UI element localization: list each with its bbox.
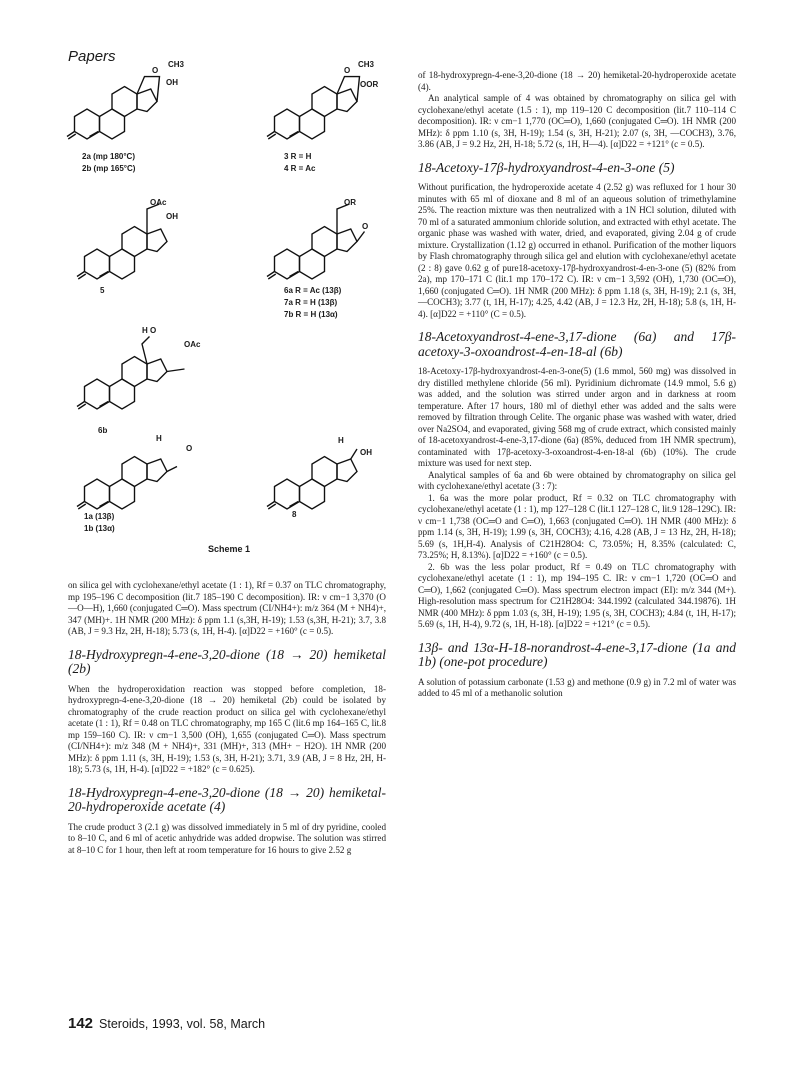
scheme-structures	[62, 64, 402, 564]
atom-h: H	[156, 434, 162, 443]
label-3: 3 R = H	[284, 152, 312, 161]
paragraph: on silica gel with cyclohexane/ethyl acetate (1 : 1), Rf = 0.37 on TLC chromatography, mp 195–196 C decomposition (lit.7 185–190 C decomposition). IR: ν cm−1 3,370 (O—O—H), 1,660 (conjugated C═O). Mass spectrum (CI/NH4+): m/z 364 (M + NH4)+, 347 (MH)+. 1H NMR (200 MHz): δ ppm 1.1 (s,3H, H-19); 1.53 (s,3H, H-21); 3.7, 3.8 (AB, J = 9.3 Hz, 2H, H-18); 5.73 (s, 1H, H-4). [α]D22 = +160° (c = 0.5).	[68, 580, 386, 636]
structure-1	[77, 457, 177, 510]
paragraph: 1. 6a was the more polar product, Rf = 0.32 on TLC chromatography with cyclohexane/ethyl acetate (1 : 1), mp 127–128 C (lit.1 127–128 C, lit.9 128–129C). IR: ν cm−1 1,738 (OC═O and C═O), 1,663 (conjugated C═O). 1H NMR (400 MHz): δ ppm 1.14 (s, 3H, H-19); 1.99 (s, 3H, COCH3); 4.16, 4.28 (AB, J = 13 Hz, 2H, H-18); 5.69 (s, 1H,H-4). Analysis of C21H28O4: C, 73.05%; H, 8.35% (calculated: C, 73.25%; H, 8.13%). [α]D22 = +160° (c = 0.5).	[418, 492, 736, 560]
left-column	[68, 580, 386, 856]
atom-o: O	[152, 66, 159, 75]
section-heading: 18-Hydroxypregn-4-ene-3,20-dione (18 → 20) hemiketal-20-hydroperoxide acetate (4)	[68, 784, 386, 814]
structure-2	[67, 77, 160, 140]
section-heading: 18-Acetoxyandrost-4-ene-3,17-dione (6a) and 17β-acetoxy-3-oxoandrost-4-en-18-al (6b)	[418, 329, 736, 359]
atom-ch3-2: CH3	[358, 60, 375, 69]
atom-oh-2: OH	[166, 212, 178, 221]
label-1a: 1a (13β)	[84, 512, 115, 521]
structure-5	[77, 204, 167, 279]
label-5: 5	[100, 286, 105, 295]
section-heading: 13β- and 13α-H-18-norandrost-4-ene-3,17-dione (1a and 1b) (one-pot procedure)	[418, 639, 736, 669]
paragraph: The crude product 3 (2.1 g) was dissolved immediately in 5 ml of dry pyridine, cooled to 8–10 C, and 6 ml of acetic anhydride was added dropwise. The solution was stirred at 8–10 C for 1 hour, then left at room temperature for 16 hours to give 2.52 g	[68, 821, 386, 855]
label-2a: 2a (mp 180°C)	[82, 152, 135, 161]
paragraph: An analytical sample of 4 was obtained by chromatography on silica gel with cyclohexane/ethyl acetate (1.5 : 1), mp 119–120 C decomposition (lit.7 110–114 C decomposition). IR: ν cm−1 1,770 (OC═O), 1,660 (conjugated C═O). 1H NMR (200 MHz): δ ppm 1.10 (s, 3H, H-19); 1.54 (s, 3H, H-21); 2.07 (s, 3H, —COCH3), 3.76, 3.86 (AB, J = 9.2 Hz, 2H, H-18; 5.72 (s, 1H, H—4). [α]D22 = +121° (c = 0.5).	[418, 93, 736, 149]
paragraph: Without purification, the hydroperoxide acetate 4 (2.52 g) was refluxed for 1 hour 30 minutes with 65 ml of dioxane and 8 ml of an aqueous solution of trimethylamine 25%. The reaction mixture was then neutralized with a 1N HCl solution, diluted with 70 ml of a saturated ammonium chloride solution, and extracted with ethyl acetate. The organic phase was washed with water, dried, and evaporated, giving 2.04 g of crude mixture. Crystallization (1.12 g) occurred in ethanol. Purification of the mother liquors by Flash chromatography through silica gel and elution with cyclohexane/ethyl acetate (2 : 8) gave 0.62 g of pure18-acetoxy-17β-hydroxyandrost-4-en-3-one (5) (82% from 2a), mp 170–171 C (lit.1 mp 170–172 C). IR: ν cm−1 3,592 (OH), 1,730 (OC═O), 1,660 (conjugated C═O). 1H NMR (200 MHz): δ ppm 1.18 (s, 3H, H-19); 2.1 (s, 3H, —COCH3); 3.77 (t, 1H, H-17); 4.25, 4.42 (AB, J = 12.3 Hz, 2H, H-18); 5.8 (s, 1H, H-4). [α]D22 = +110° (C = 0.5).	[418, 182, 736, 319]
scheme-title: Scheme 1	[208, 544, 251, 554]
atom-o-3: O	[362, 222, 369, 231]
label-6a: 6a R = Ac (13β)	[284, 286, 342, 295]
atom-ch3: CH3	[168, 60, 185, 69]
atom-oh-3: OH	[360, 448, 372, 457]
atom-h-2: H	[338, 436, 344, 445]
atom-oor: OOR	[360, 80, 379, 89]
structure-6b	[77, 337, 185, 410]
label-7a: 7a R = H (13β)	[284, 298, 338, 307]
label-1b: 1b (13α)	[84, 524, 115, 533]
paragraph: 2. 6b was the less polar product, Rf = 0.49 on TLC chromatography with cyclohexane/ethyl acetate (1 : 1), mp 194–195 C. IR: ν cm−1 1,720 (OC═O and C═O), 1,662 (conjugated C═O). Mass spectrum electron impact (EI): m/z 344 (M+). High-resolution mass spectrum for C21H28O4: 344.1992 (calculated 344.19876). 1H NMR (400 MHz): δ ppm 1.03 (s, 3H, H-19); 1.95 (s, 3H, COCH3); 4.84 (t, 1H, H-17); 5.69 (s, 1H, H-4), 9.72 (s, 1H, H-18). [α]D22 = +121° (c = 0.5).	[418, 561, 736, 629]
atom-oac: OAc	[150, 198, 167, 207]
section-heading: 18-Hydroxypregn-4-ene-3,20-dione (18 → 20) hemiketal (2b)	[68, 646, 386, 676]
label-4: 4 R = Ac	[284, 164, 316, 173]
label-2b: 2b (mp 165°C)	[82, 164, 136, 173]
paragraph: 18-Acetoxy-17β-hydroxyandrost-4-en-3-one(5) (1.6 mmol, 560 mg) was dissolved in dry distilled methylene chloride (56 ml). Pyridinium dichromate (14.9 mmol, 5.6 g) was added, and the solution was stirred under argon and in darkness at room temperature. After 17 hours, 180 ml of diethyl ether was added and the salts were removed by filtration through Celite. The organic phase was washed with water, dried over Na2SO4, and evaporated, giving 568 mg of crude extract, which consisted mainly of 18-acetoxyandrost-4-ene-3,17-dione (6a) (85%, deduced from 1H NMR spectrum), contaminated with 17β-acetoxy-3-oxoandrost-4-en-18-al (6b) (10%). The crude mixture was used for next step.	[418, 366, 736, 468]
structure-3-4	[267, 77, 360, 140]
page-footer	[68, 1015, 265, 1032]
atom-oh: OH	[166, 78, 178, 87]
atom-oac-2: OAc	[184, 340, 201, 349]
structure-8	[267, 449, 357, 509]
atom-o-2: O	[344, 66, 351, 75]
running-header: Papers	[68, 48, 116, 65]
page-number: 142	[68, 1015, 94, 1032]
scheme-1	[62, 60, 402, 564]
atom-ho: H O	[142, 326, 157, 335]
paragraph: of 18-hydroxypregn-4-ene-3,20-dione (18 → 20) hemiketal-20-hydroperoxide acetate (4).	[418, 70, 736, 92]
section-heading: 18-Acetoxy-17β-hydroxyandrost-4-en-3-one (5)	[418, 159, 675, 175]
atom-o-4: O	[186, 444, 193, 453]
paragraph: When the hydroperoxidation reaction was stopped before completion, 18-hydroxypregn-4-ene-3,20-dione (18 → 20) hemiketal (2b) could be isolated by chromatography of the crude reaction product on silica gel with cyclohexane/ethyl acetate (1 : 1), Rf = 0.48 on TLC chromatography, mp 165 C (lit.6 mp 164–165 C, lit.8 mp 159–160 C). IR: ν cm−1 3,500 (OH), 1,655 (conjugated C═O). Mass spectrum (CI/NH4+): m/z 348 (M + NH4)+, 331 (MH)+, 313 (MH+ − H2O). 1H NMR (200 MHz): δ ppm 1.11 (s, 3H, H-19); 1.53 (s, 3H, H-21); 3.71, 3.9 (AB, J = 8 Hz, 2H, H-18); 5.73 (s, 1H, H-4). [α]D22 = +182° (c = 0.625).	[68, 683, 386, 774]
journal-citation: Steroids, 1993, vol. 58, March	[99, 1017, 266, 1031]
label-8: 8	[292, 510, 297, 519]
label-6b: 6b	[98, 426, 108, 435]
structure-6a-7	[267, 204, 365, 279]
atom-or: OR	[344, 198, 356, 207]
label-7b: 7b R = H (13α)	[284, 310, 338, 319]
right-column	[418, 70, 736, 700]
paragraph: Analytical samples of 6a and 6b were obtained by chromatography on silica gel with cyclohexane/ethyl acetate (3 : 7):	[418, 469, 736, 491]
paragraph: A solution of potassium carbonate (1.53 g) and methone (0.9 g) in 7.2 ml of water was added to 45 ml of a methanolic solution	[418, 676, 736, 698]
